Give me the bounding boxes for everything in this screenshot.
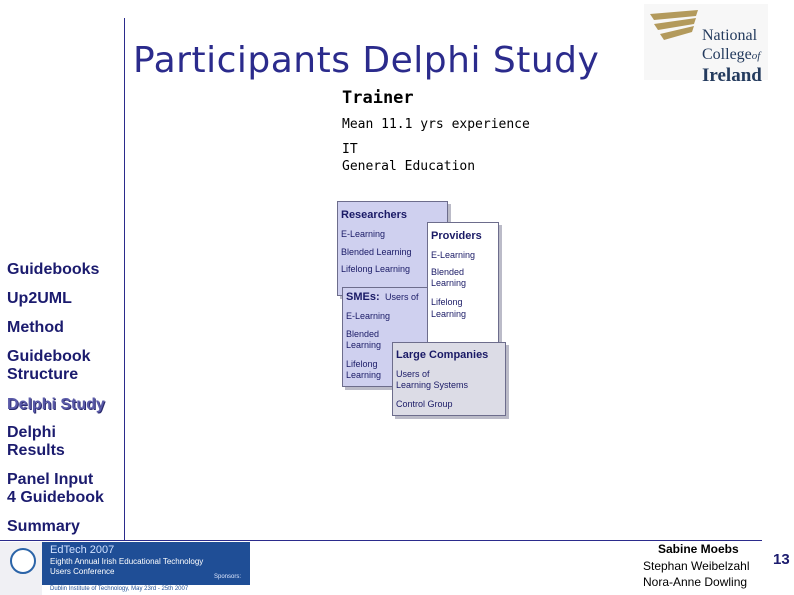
trainer-it: IT bbox=[342, 142, 358, 157]
author-name: Stephan Weibelzahl bbox=[643, 559, 750, 573]
nav-guidebook-structure[interactable] bbox=[7, 348, 91, 384]
smes-item: Learning bbox=[346, 370, 382, 380]
providers-title: Providers bbox=[431, 230, 482, 242]
footer-divider bbox=[0, 540, 762, 541]
large-companies-item: Learning Systems bbox=[396, 380, 469, 390]
nav-panel-input-line1: Panel Input bbox=[7, 471, 94, 488]
author-name: Nora-Anne Dowling bbox=[643, 575, 748, 589]
nav-delphi-study[interactable]: Delphi Study bbox=[7, 396, 105, 413]
logo-swoosh-icon bbox=[646, 8, 704, 48]
nav-panel-input[interactable] bbox=[7, 471, 104, 507]
providers-item: Blended bbox=[431, 267, 465, 277]
college-logo bbox=[644, 4, 768, 86]
providers-item: Learning bbox=[431, 309, 467, 319]
large-companies-item: Control Group bbox=[396, 399, 453, 409]
banner-venue: Dublin Institute of Technology, May 23rd - 25th 2007 bbox=[50, 586, 189, 592]
author-name: Sabine Moebs bbox=[658, 542, 739, 556]
nav-summary[interactable]: Summary bbox=[7, 518, 80, 535]
trainer-experience: Mean 11.1 yrs experience bbox=[342, 117, 530, 132]
nav-delphi-results-line2: Results bbox=[7, 442, 65, 459]
page-number: 13 bbox=[773, 551, 790, 568]
smes-item: Learning bbox=[346, 340, 382, 350]
large-companies-title: Large Companies bbox=[396, 349, 489, 361]
nav-method[interactable]: Method bbox=[7, 319, 64, 336]
nav-guidebook-structure-line2: Structure bbox=[7, 366, 79, 383]
smes-item: E-Learning bbox=[346, 311, 391, 321]
logo-line-college: College bbox=[702, 46, 752, 63]
nav-guidebook-structure-line1: Guidebook bbox=[7, 348, 91, 365]
providers-item: Learning bbox=[431, 278, 467, 288]
logo-of: of bbox=[751, 50, 761, 62]
edtech-banner bbox=[0, 542, 250, 595]
logo-line-national: National bbox=[702, 27, 758, 44]
researchers-item: E-Learning bbox=[341, 229, 386, 239]
nav-delphi-results-line1: Delphi bbox=[7, 424, 56, 441]
providers-box bbox=[427, 222, 499, 346]
banner-event: EdTech 2007 bbox=[50, 544, 115, 556]
smes-item: Lifelong bbox=[346, 359, 378, 369]
nav-panel-input-line2: 4 Guidebook bbox=[7, 489, 104, 506]
smes-item: Blended bbox=[346, 329, 380, 339]
banner-line3: Users Conference bbox=[50, 567, 115, 576]
banner-line2: Eighth Annual Irish Educational Technology bbox=[50, 557, 204, 566]
slide-title: Participants Delphi Study bbox=[133, 40, 600, 81]
trainer-heading: Trainer bbox=[342, 88, 414, 108]
large-companies-item: Users of bbox=[396, 369, 430, 379]
smes-title: SMEs: bbox=[346, 291, 380, 303]
nav-guidebooks[interactable]: Guidebooks bbox=[7, 261, 100, 278]
trainer-general-education: General Education bbox=[342, 159, 476, 174]
nav-up2uml[interactable]: Up2UML bbox=[7, 290, 72, 307]
researchers-item: Lifelong Learning bbox=[341, 264, 411, 274]
researchers-title: Researchers bbox=[341, 209, 408, 221]
smes-subtitle: Users of bbox=[385, 292, 419, 302]
providers-item: Lifelong bbox=[431, 297, 463, 307]
providers-item: E-Learning bbox=[431, 250, 476, 260]
researchers-item: Blended Learning bbox=[341, 247, 412, 257]
nav-delphi-results[interactable] bbox=[7, 424, 65, 460]
vertical-divider bbox=[124, 18, 125, 540]
dit-seal-icon bbox=[10, 548, 36, 574]
logo-line-ireland: Ireland bbox=[702, 65, 762, 86]
banner-sponsors: Sponsors: bbox=[214, 574, 242, 580]
large-companies-box bbox=[392, 342, 506, 416]
